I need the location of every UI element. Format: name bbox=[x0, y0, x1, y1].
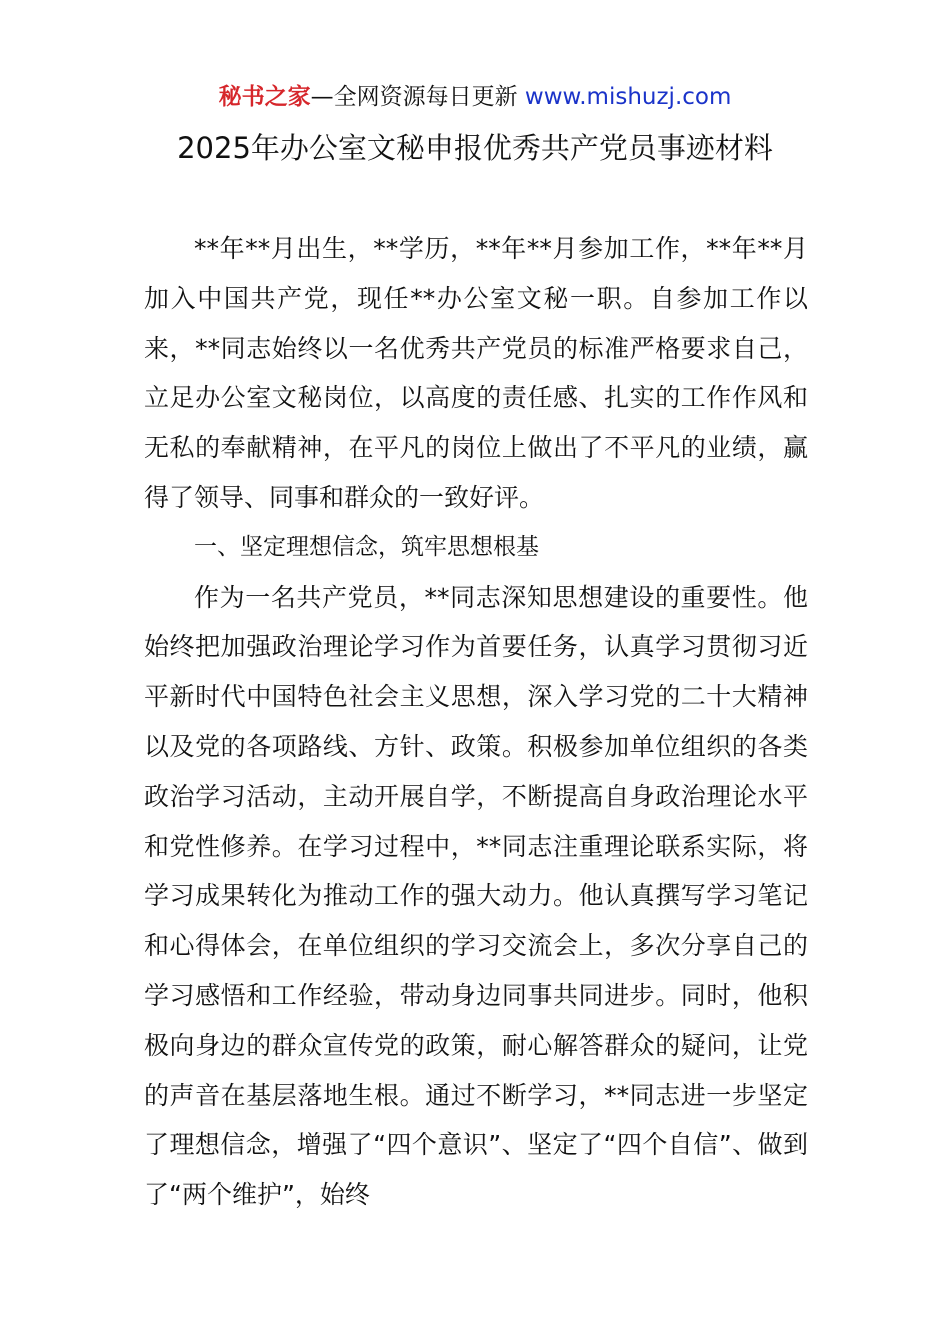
body-paragraph: 作为一名共产党员，**同志深知思想建设的重要性。他始终把加强政治理论学习作为首要任务，认真学习贯彻习近平新时代中国特色社会主义思想，深入学习党的二十大精神以及党的各项路线、方针、政策。积极参加单位组织的各类政治学习活动，主动开展自学，不断提高自身政治理论水平和党性修养。在学习过程中，**同志注重理论联系实际，将学习成果转化为推动工作的强大动力。他认真撰写学习笔记和心得体会，在单位组织的学习交流会上，多次分享自己的学习感悟和工作经验，带动身边同事共同进步。同时，他积极向身边的群众宣传党的政策，耐心解答群众的疑问，让党的声音在基层落地生根。通过不断学习，**同志进一步坚定了理想信念，增强了“四个意识”、坚定了“四个自信”、做到了“两个维护”，始终 bbox=[144, 582, 808, 1210]
site-banner bbox=[0, 80, 950, 114]
intro-paragraph: **年**月出生，**学历，**年**月参加工作，**年**月加入中国共产党，现任**办公室文秘一职。自参加工作以来，**同志始终以一名优秀共产党员的标准严格要求自己，立足办公室文秘岗位，以高度的责任感、扎实的工作作风和无私的奉献精神，在平凡的岗位上做出了不平凡的业绩，赢得了领导、同事和群众的一致好评。 bbox=[144, 234, 808, 512]
section-heading: 一、坚定理想信念，筑牢思想根基 bbox=[194, 533, 539, 560]
brand-name: 秘书之家 bbox=[218, 84, 311, 110]
site-url: www.mishuzj.com bbox=[524, 84, 732, 110]
document-title: 2025年办公室文秘申报优秀共产党员事迹材料 bbox=[177, 131, 773, 165]
document-body bbox=[144, 224, 808, 1220]
banner-tagline: —全网资源每日更新 bbox=[310, 84, 518, 110]
